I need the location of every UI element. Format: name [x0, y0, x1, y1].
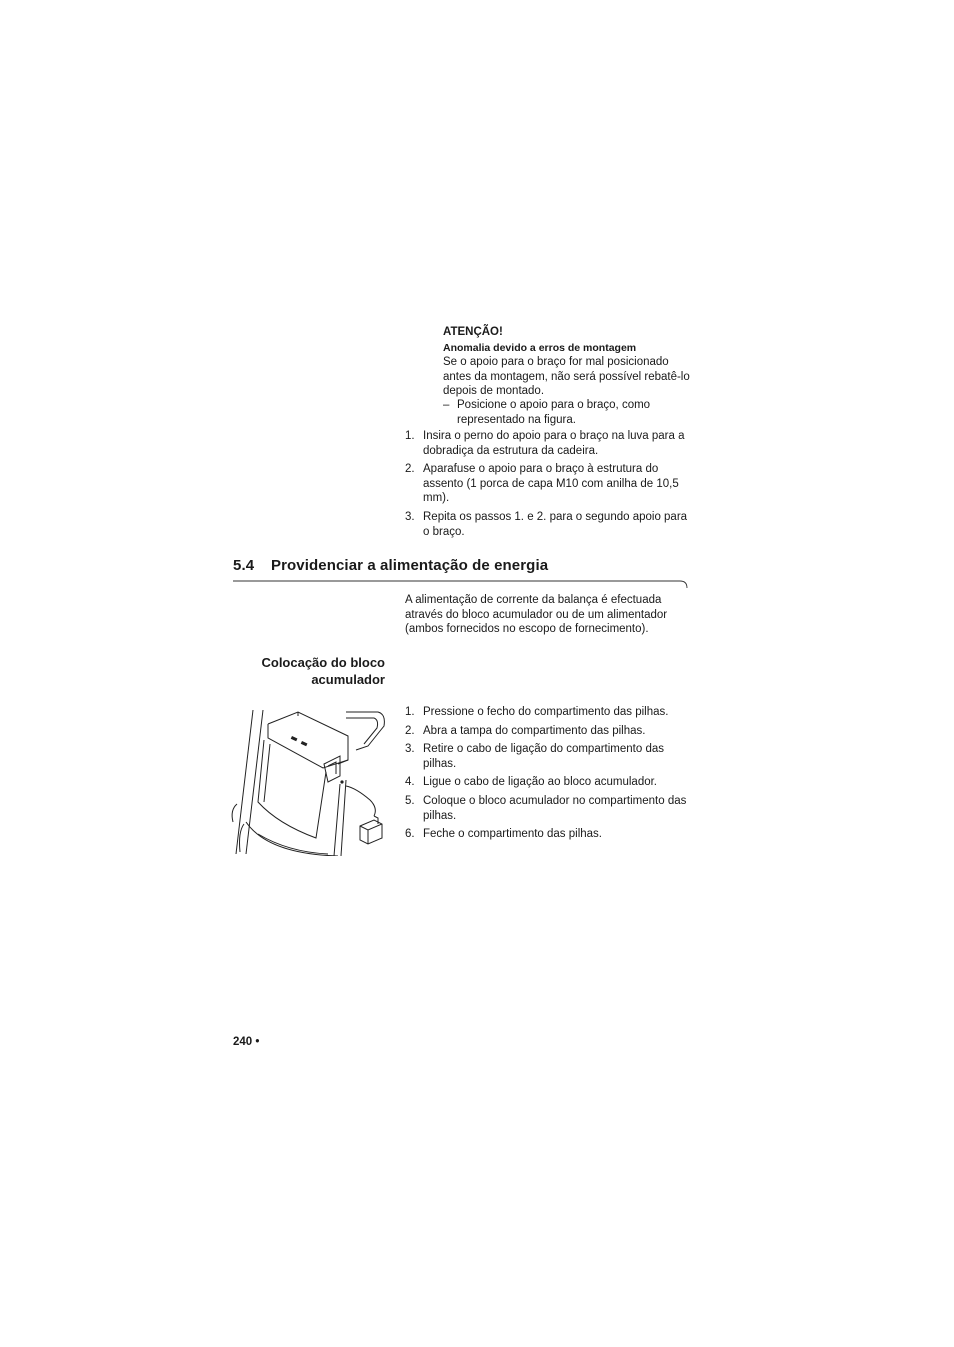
- step-text: Pressione o fecho do compartimento das pilhas.: [423, 706, 669, 718]
- subsection-title-line: acumulador: [311, 671, 385, 687]
- list-item: [405, 510, 695, 539]
- step-number: 5.: [405, 794, 415, 807]
- section-intro: A alimentação de corrente da balança é efectuada através do bloco acumulador ou de um alimentador (ambos fornecidos no escopo de fornecimento).: [405, 594, 668, 636]
- attention-text: Se o apoio para o braço for mal posicionado antes da montagem, não será possível rebatê-lo depois de montado.: [443, 356, 690, 398]
- step-number: 2.: [405, 463, 415, 476]
- step-number: 3.: [405, 743, 415, 756]
- list-item: [405, 429, 695, 458]
- list-item: [405, 775, 695, 790]
- list-item: [405, 724, 695, 739]
- list-item: [405, 794, 695, 823]
- step-number: 1.: [405, 430, 415, 442]
- step-text: Repita os passos 1. e 2. para o segundo apoio para o braço.: [423, 510, 688, 538]
- step-text: Aparafuse o apoio para o braço à estrutura do assento (1 porca de capa M10 com anilha de 10,5 mm).: [423, 463, 679, 505]
- page-number: 240 •: [233, 1036, 260, 1048]
- dash-item-text: Posicione o apoio para o braço, como representado na figura.: [457, 399, 651, 426]
- step-number: 6.: [405, 828, 415, 841]
- attention-subtitle: Anomalia devido a erros de montagem: [443, 342, 637, 354]
- list-item: [405, 462, 695, 506]
- section-number: 5.4: [233, 557, 255, 574]
- step-number: 1.: [405, 706, 415, 718]
- dash-marker: –: [443, 399, 450, 411]
- step-number: 2.: [405, 724, 415, 737]
- armrest-steps-list: [405, 429, 695, 543]
- step-text: Insira o perno do apoio para o braço na luva para a dobradiça da estrutura da cadeira.: [423, 430, 685, 457]
- step-text: Abra a tampa do compartimento das pilhas.: [423, 724, 646, 737]
- step-number: 4.: [405, 776, 415, 789]
- step-text: Retire o cabo de ligação do compartimento das pilhas.: [423, 743, 665, 770]
- list-item: [405, 705, 695, 720]
- section-heading: [233, 557, 548, 574]
- step-text: Coloque o bloco acumulador no compartimento das pilhas.: [423, 794, 687, 822]
- attention-title: ATENÇÃO!: [443, 326, 503, 338]
- step-text: Feche o compartimento das pilhas.: [423, 828, 602, 841]
- list-item: [405, 742, 695, 771]
- subsection-title: [233, 655, 385, 688]
- subsection-title-line: Colocação do bloco: [261, 655, 385, 670]
- battery-steps-list: [405, 705, 695, 846]
- step-number: 3.: [405, 510, 415, 523]
- battery-compartment-illustration: [228, 704, 396, 856]
- section-title: Providenciar a alimentação de energia: [271, 557, 549, 574]
- list-item: [405, 827, 695, 842]
- step-text: Ligue o cabo de ligação ao bloco acumulador.: [423, 776, 658, 789]
